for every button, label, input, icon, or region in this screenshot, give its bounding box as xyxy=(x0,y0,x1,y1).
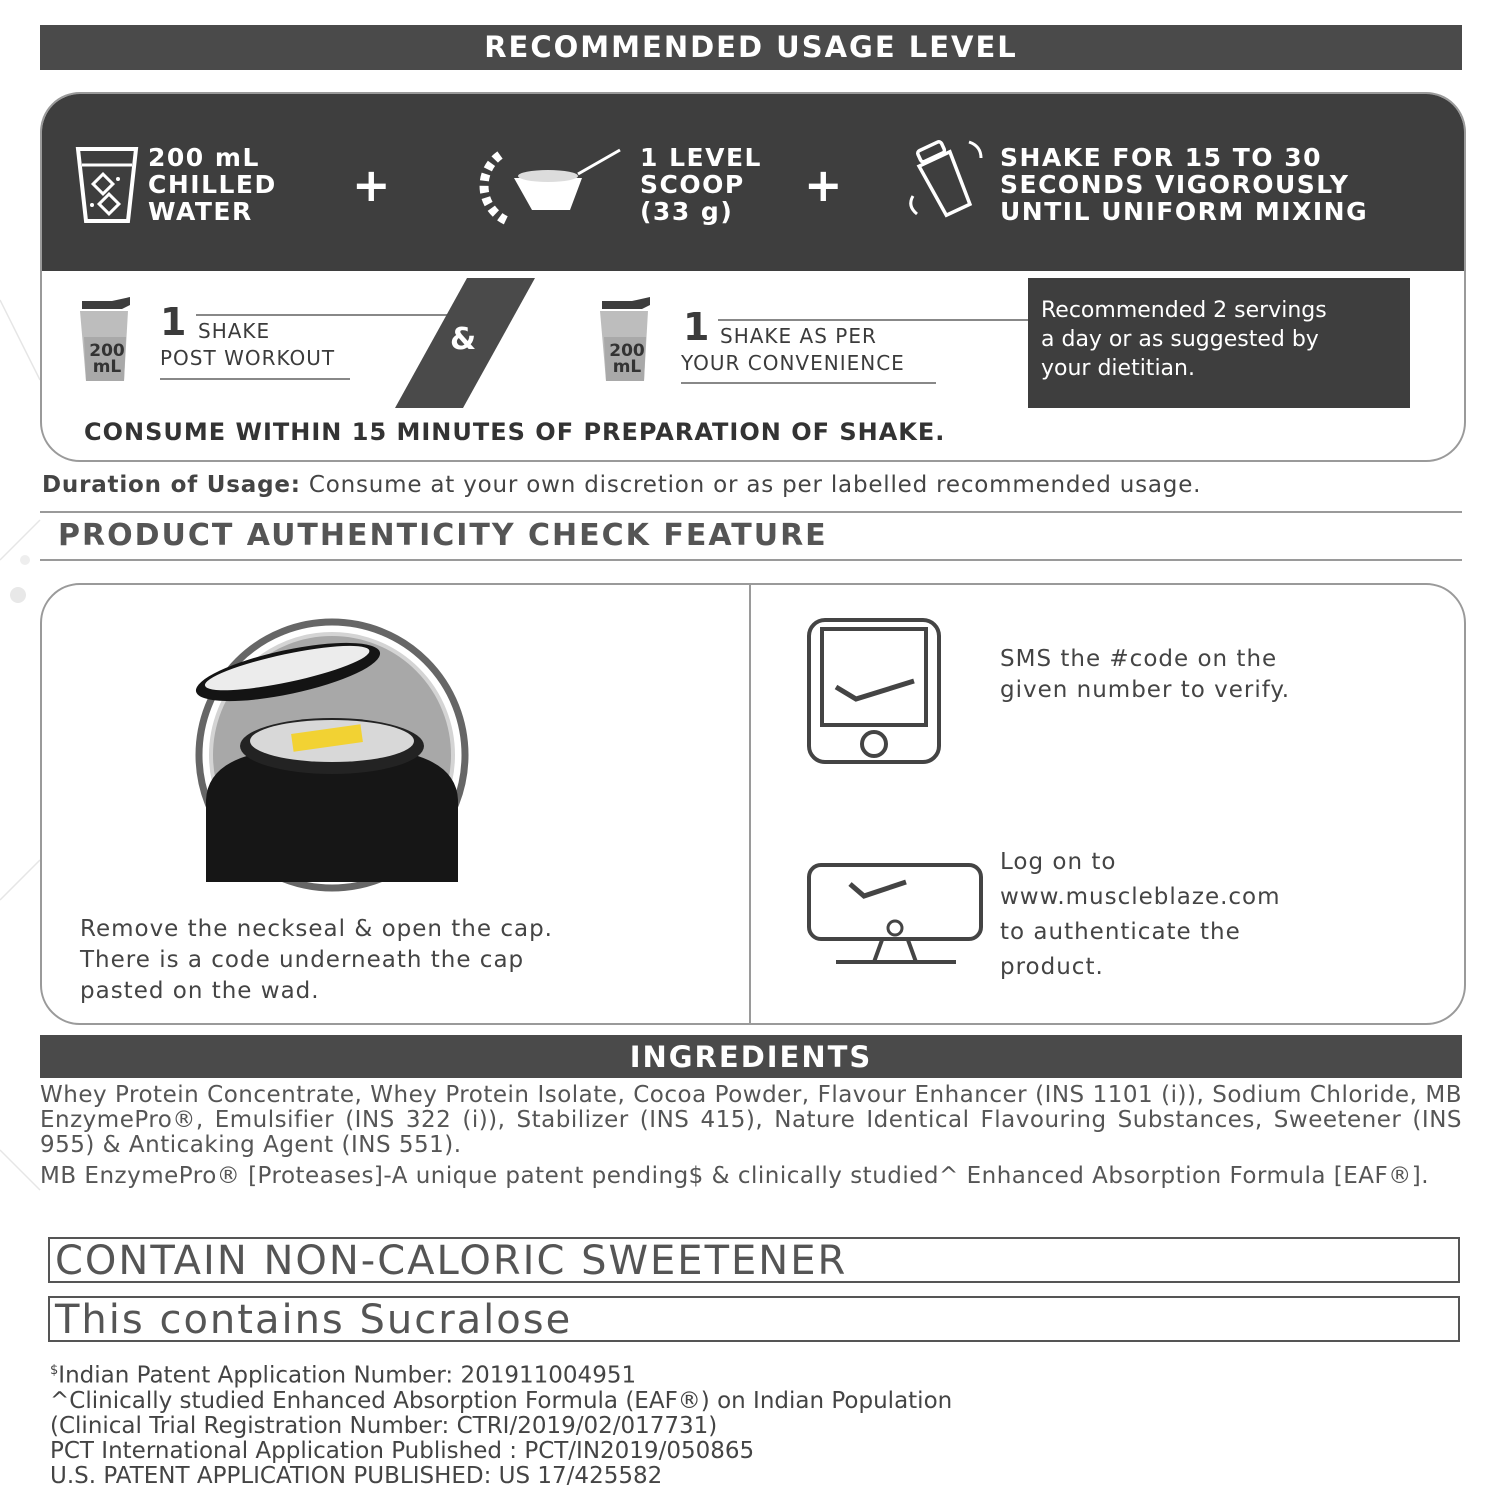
bottle-label-unit-2: mL xyxy=(612,357,642,377)
footnote-line2: ^Clinically studied Enhanced Absorption Formula (EAF®) on Indian Population xyxy=(50,1387,953,1414)
footnote-line4: PCT International Application Published : PCT/IN2019/050865 xyxy=(50,1437,755,1464)
scoop-icon xyxy=(470,140,630,230)
recommendation-line1: Recommended 2 servings xyxy=(1041,298,1327,323)
step3-line3: UNTIL UNIFORM MIXING xyxy=(1000,197,1369,226)
ingredients-title: INGREDIENTS xyxy=(40,1035,1462,1078)
shaker-icon xyxy=(905,136,987,222)
auth-left-line2: There is a code underneath the cap xyxy=(80,947,525,973)
web-line3: to authenticate the xyxy=(1000,919,1241,945)
ampersand-label: & xyxy=(450,322,477,357)
shake1-line2: POST WORKOUT xyxy=(160,346,336,370)
shake2-number: 1 xyxy=(683,305,710,349)
step2-line3: (33 g) xyxy=(640,197,734,226)
phone-check-icon xyxy=(806,617,944,765)
auth-left-line3: pasted on the wad. xyxy=(80,978,320,1004)
footnote-line1: Indian Patent Application Number: 201911004951 xyxy=(58,1362,637,1389)
sms-line1: SMS the #code on the xyxy=(1000,646,1278,672)
non-caloric-warning: CONTAIN NON-CALORIC SWEETENER xyxy=(48,1237,1460,1283)
ingredients-text: Whey Protein Concentrate, Whey Protein Isolate, Cocoa Powder, Flavour Enhancer (INS 1101 (i)), Sodium Chloride, MB EnzymePro®, Emulsifier (INS 322 (i)), Stabilizer (INS 415), Nature Identical Flavouring Substances, Sweetener (INS 955) & Anticaking Agent (INS 551). xyxy=(40,1082,1462,1158)
usage-title: RECOMMENDED USAGE LEVEL xyxy=(40,25,1462,70)
authenticity-title: PRODUCT AUTHENTICITY CHECK FEATURE xyxy=(58,518,828,553)
shake1-line1: SHAKE xyxy=(198,319,271,343)
consume-instruction: CONSUME WITHIN 15 MINUTES OF PREPARATION OF SHAKE. xyxy=(84,418,946,446)
recommendation-line2: a day or as suggested by xyxy=(1041,327,1319,352)
bottle-label-volume-2: 200 xyxy=(609,341,645,361)
step1-line1: 200 mL xyxy=(148,143,260,172)
ingredients-list xyxy=(40,1083,1462,1189)
step2-line1: 1 LEVEL xyxy=(640,143,762,172)
plus-icon: + xyxy=(352,158,391,212)
duration-text: Consume at your own discretion or as per labelled recommended usage. xyxy=(300,472,1202,498)
auth-left-line1: Remove the neckseal & open the cap. xyxy=(80,916,553,942)
step2-line2: SCOOP xyxy=(640,170,745,199)
shake2-line1: SHAKE AS PER xyxy=(720,324,877,348)
web-line2: www.muscleblaze.com xyxy=(1000,884,1281,910)
step1-line3: WATER xyxy=(148,197,253,226)
plus-icon-2: + xyxy=(804,158,843,212)
glass-icon xyxy=(74,145,140,225)
shake2-line2: YOUR CONVENIENCE xyxy=(681,351,905,375)
bottle-label-volume: 200 xyxy=(89,341,125,361)
ingredients-note: MB EnzymePro® [Proteases]-A unique patent pending$ & clinically studied^ Enhanced Absorption Formula [EAF®]. xyxy=(40,1163,1430,1189)
sms-line2: given number to verify. xyxy=(1000,677,1291,703)
shake1-number: 1 xyxy=(160,300,187,344)
authenticity-divider xyxy=(749,583,751,1023)
web-line1: Log on to xyxy=(1000,849,1117,875)
footnote-line3: (Clinical Trial Registration Number: CTRI/2019/02/017731) xyxy=(50,1412,718,1439)
duration-of-usage xyxy=(42,472,1201,498)
bottle-label-unit: mL xyxy=(92,357,122,377)
jar-cap-illustration xyxy=(98,610,572,900)
recommendation-box xyxy=(1028,278,1410,408)
step3-line2: SECONDS VIGOROUSLY xyxy=(1000,170,1350,199)
step3-line1: SHAKE FOR 15 TO 30 xyxy=(1000,143,1323,172)
monitor-check-icon xyxy=(806,862,984,966)
footnote-dollar: $ xyxy=(50,1363,59,1378)
web-line4: product. xyxy=(1000,954,1104,980)
recommendation-line3: your dietitian. xyxy=(1041,356,1195,381)
footnote-line5: U.S. PATENT APPLICATION PUBLISHED: US 17/425582 xyxy=(50,1462,663,1489)
step1-line2: CHILLED xyxy=(148,170,277,199)
sucralose-warning: This contains Sucralose xyxy=(48,1296,1460,1342)
duration-label: Duration of Usage: xyxy=(42,472,301,498)
footnotes xyxy=(50,1358,952,1489)
